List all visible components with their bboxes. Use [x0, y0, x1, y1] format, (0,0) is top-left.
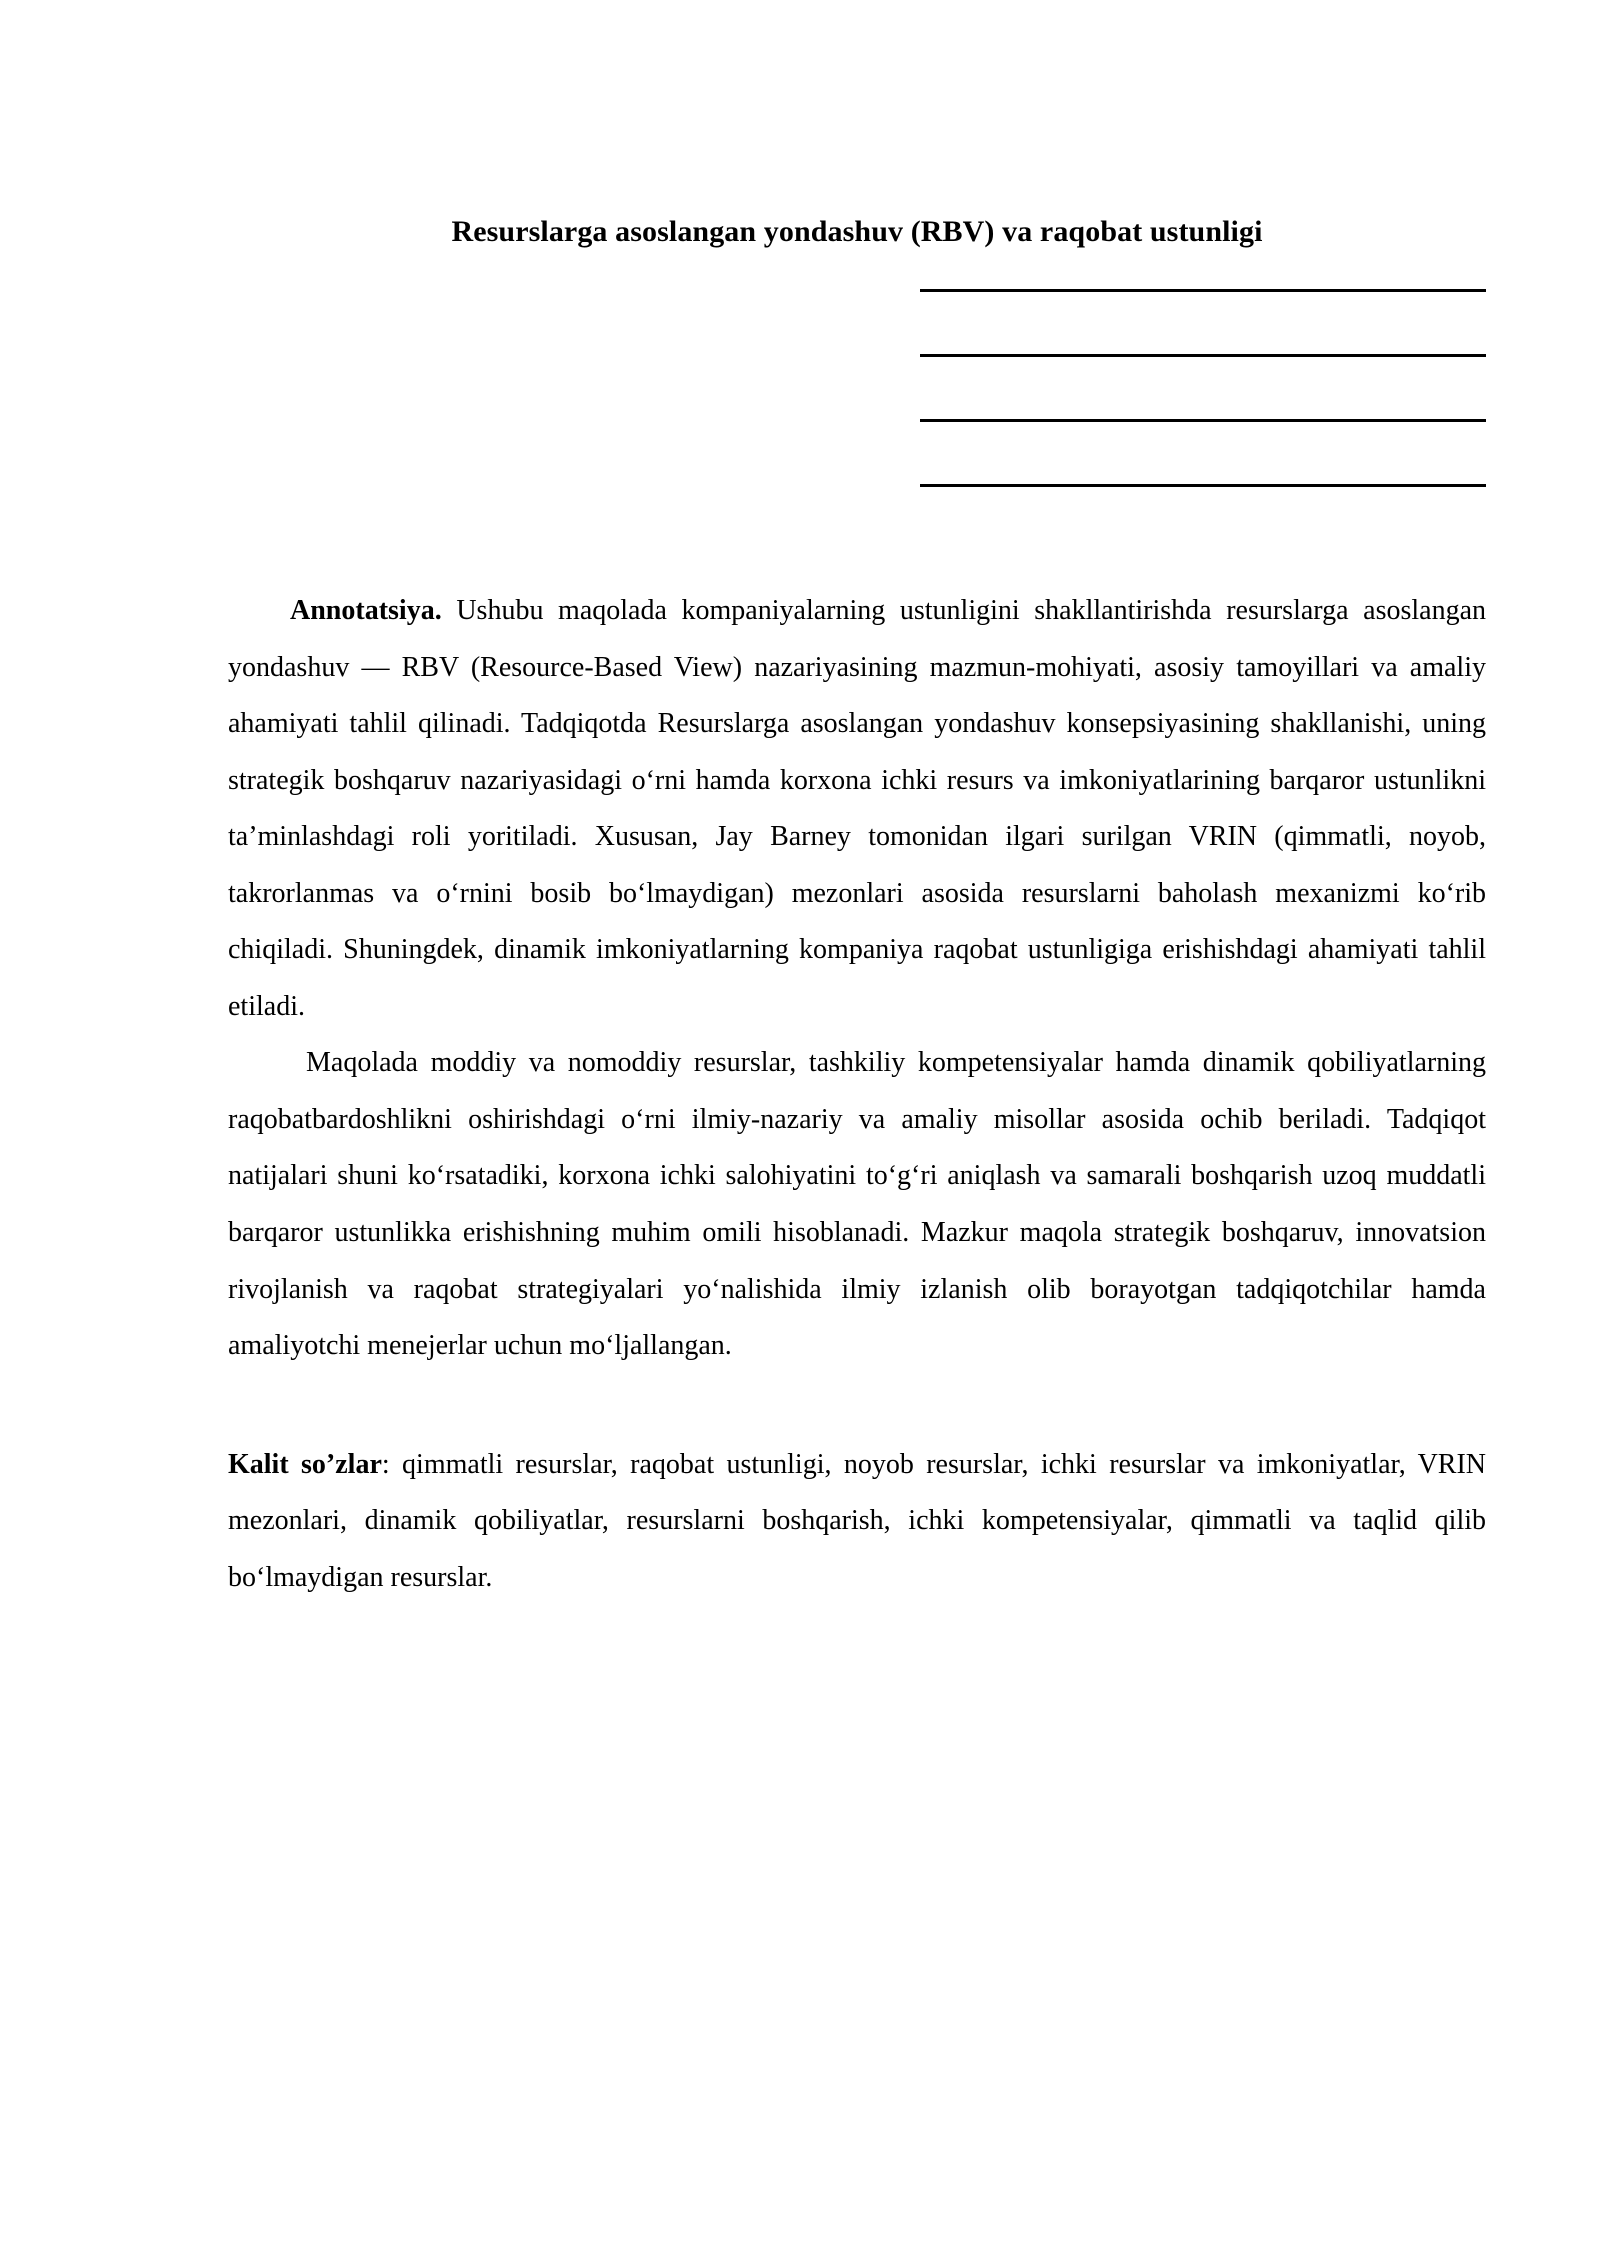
abstract-lead-label: Annotatsiya. — [290, 595, 442, 626]
abstract-paragraph-1 — [228, 583, 1486, 1035]
page-title: Resurslarga asoslangan yondashuv (RBV) va raqobat ustunligi — [451, 215, 1263, 248]
author-blank-line-2 — [920, 354, 1486, 357]
keywords-section — [228, 1437, 1486, 1607]
author-blank-line-3 — [920, 419, 1486, 422]
keywords-label: Kalit so’zlar — [228, 1448, 382, 1480]
author-blank-line-1 — [920, 289, 1486, 292]
keywords-separator: : — [381, 1448, 403, 1480]
page-content — [228, 0, 1486, 1606]
abstract-paragraph-1-text: Ushubu maqolada kompaniyalarning ustunligini shakllantirishda resurslarga asoslangan yondashuv — RBV (Resource-Based View) nazariyasining mazmun-mohiyati, asosiy tamoyillari va amaliy ahamiyati tahlil qilinadi. Tadqiqotda Resurslarga asoslangan yondashuv konsepsiyasining shakllanishi, uning strategik boshqaruv nazariyasidagi o‘rni hamda korxona ichki resurs va imkoniyatlarining barqaror ustunlikni ta’minlashdagi roli yoritiladi. Xususan, Jay Barney tomonidan ilgari surilgan VRIN (qimmatli, noyob, takrorlanmas va o‘rnini bosib bo‘lmaydigan) mezonlari asosida resurslarni baholash mexanizmi ko‘rib chiqiladi. Shuningdek, dinamik imkoniyatlarning kompaniya raqobat ustunligiga erishishdagi ahamiyati tahlil etiladi. — [228, 595, 1486, 1022]
keywords-paragraph — [228, 1437, 1486, 1607]
keywords-list: qimmatli resurslar, raqobat ustunligi, noyob resurslar, ichki resurslar va imkoniyatlar, VRIN mezonlari, dinamik qobiliyatlar, resurslarni boshqarish, ichki kompetensiyalar, qimmatli va taqlid qilib bo‘lmaydigan resurslar. — [228, 1448, 1487, 1593]
author-signature-lines — [228, 289, 1486, 487]
abstract-section — [228, 583, 1486, 1375]
author-blank-line-4 — [920, 484, 1486, 487]
abstract-paragraph-2: Maqolada moddiy va nomoddiy resurslar, tashkiliy kompetensiyalar hamda dinamik qobiliyatlarning raqobatbardoshlikni oshirishdagi o‘rni ilmiy-nazariy va amaliy misollar asosida ochib beriladi. Tadqiqot natijalari shuni ko‘rsatadiki, korxona ichki salohiyatini to‘g‘ri aniqlash va samarali boshqarish uzoq muddatli barqaror ustunlikka erishishning muhim omili hisoblanadi. Mazkur maqola strategik boshqaruv, innovatsion rivojlanish va raqobat strategiyalari yo‘nalishida ilmiy izlanish olib borayotgan tadqiqotchilar hamda amaliyotchi menejerlar uchun mo‘ljallangan. — [228, 1047, 1486, 1362]
